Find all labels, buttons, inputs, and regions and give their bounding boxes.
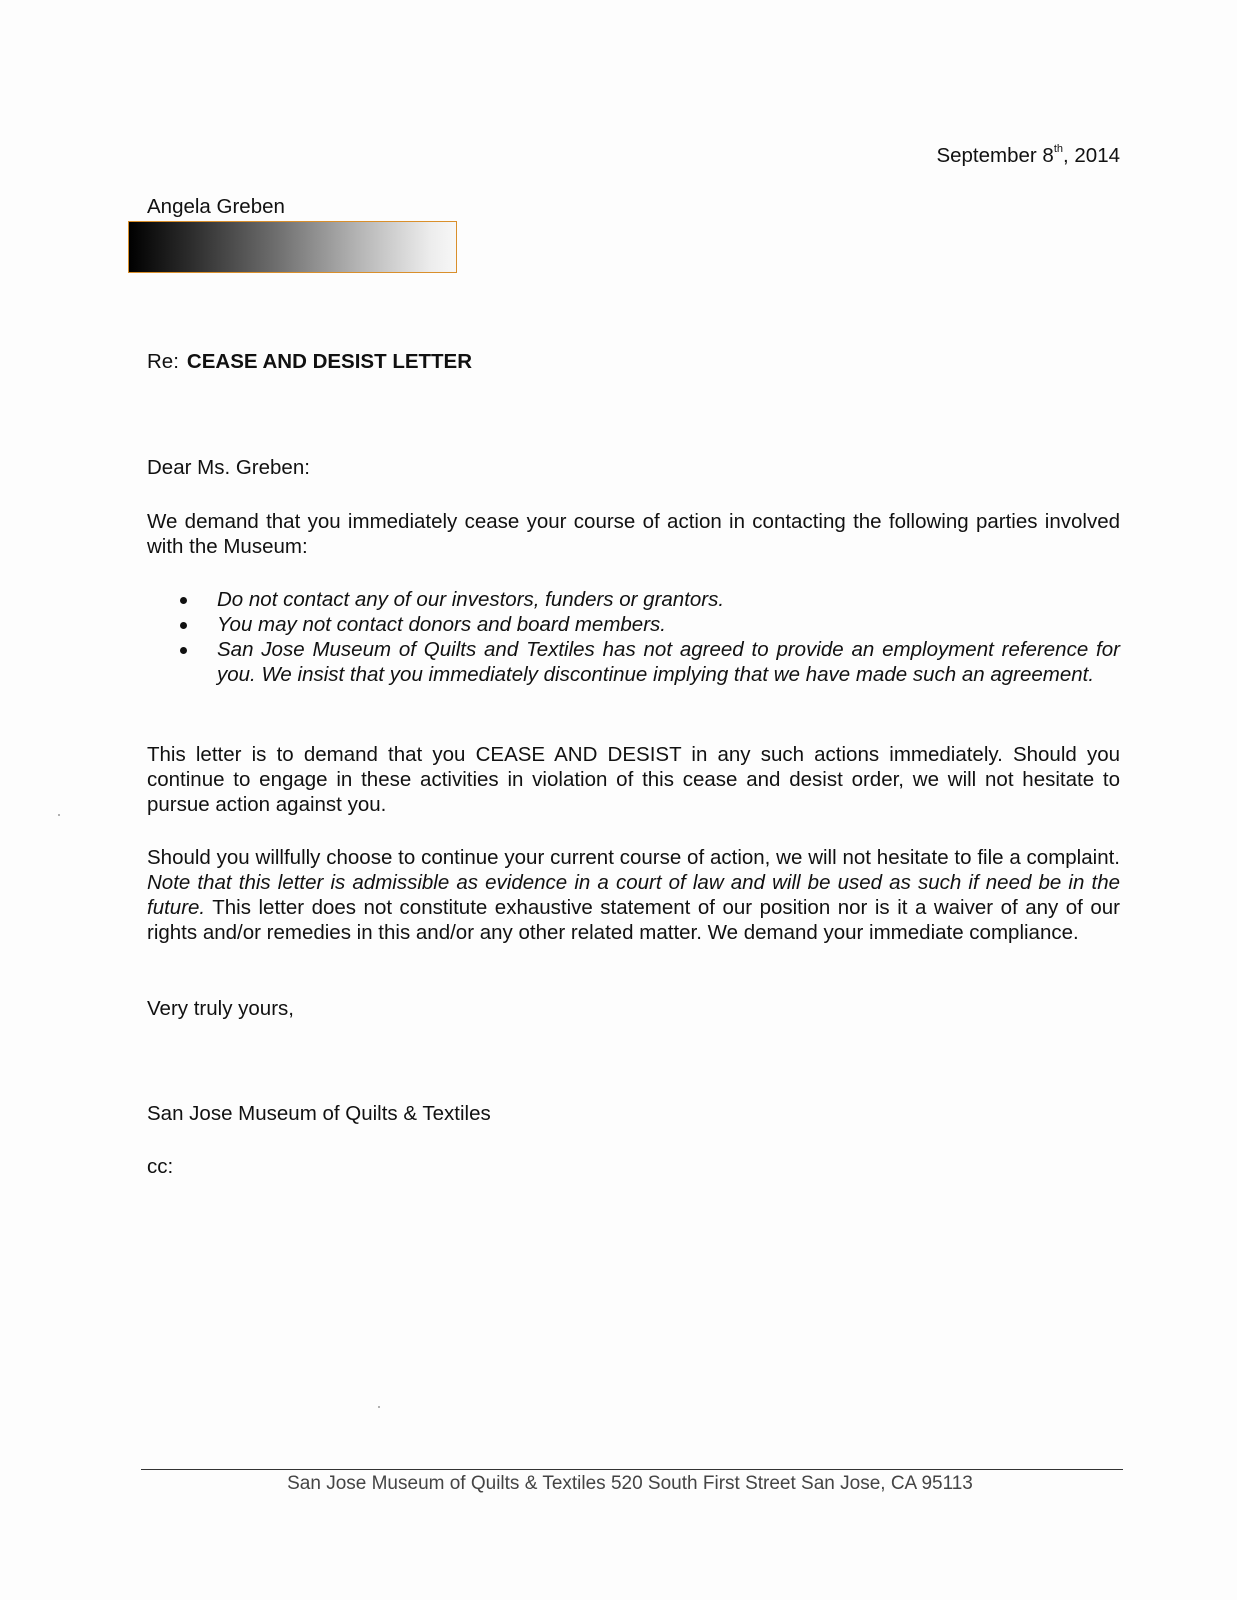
complaint-paragraph [147,845,1120,945]
complaint-text-italic: Note that this letter is admissible as evidence in a court of law and will be used as such if need be in the future. [147,871,1120,919]
bullet-icon [180,597,187,604]
complaint-text-start: Should you willfully choose to continue your current course of action, we will not hesitate to file a complaint. [147,846,1120,869]
redacted-address-block [128,221,457,273]
list-item [147,587,1120,612]
letter-date [936,143,1120,168]
signature-organization: San Jose Museum of Quilts & Textiles [147,1102,491,1125]
footer-address: San Jose Museum of Quilts & Textiles 520 South First Street San Jose, CA 95113 [287,1473,973,1494]
cc-label: cc: [147,1155,174,1178]
demands-list [147,587,1120,687]
bullet-icon [180,622,187,629]
list-item-text: San Jose Museum of Quilts and Textiles has not agreed to provide an employment reference for you. We insist that you immediately discontinue implying that we have made such an agreement. [217,638,1120,686]
footer-divider [141,1469,1123,1470]
recipient-name: Angela Greben [147,195,285,218]
subject-text: CEASE AND DESIST LETTER [186,350,473,373]
intro-paragraph: We demand that you immediately cease your course of action in contacting the following parties involved with the Museum: [147,510,1120,558]
date-suffix: , 2014 [1063,144,1120,167]
bullet-icon [180,647,187,654]
date-prefix: September 8 [936,144,1054,167]
closing: Very truly yours, [147,997,294,1020]
subject-label: Re: [147,350,179,373]
list-item-text: You may not contact donors and board members. [217,613,666,636]
complaint-text-end: This letter does not constitute exhaustive statement of our position nor is it a waiver of any of our rights and/or remedies in this and/or any other related matter. We demand your immediate compliance. [147,896,1120,944]
subject-line [147,349,472,374]
list-item-text: Do not contact any of our investors, funders or grantors. [217,588,725,611]
list-item [147,612,1120,637]
scan-speck [378,1406,380,1408]
salutation: Dear Ms. Greben: [147,456,310,479]
cease-desist-paragraph: This letter is to demand that you CEASE AND DESIST in any such actions immediately. Should you continue to engage in these activities in violation of this cease and desist order, we will not hesitate to pursue action against you. [147,743,1120,816]
date-superscript: th [1053,143,1063,156]
list-item [147,637,1120,687]
scan-speck [58,814,60,816]
